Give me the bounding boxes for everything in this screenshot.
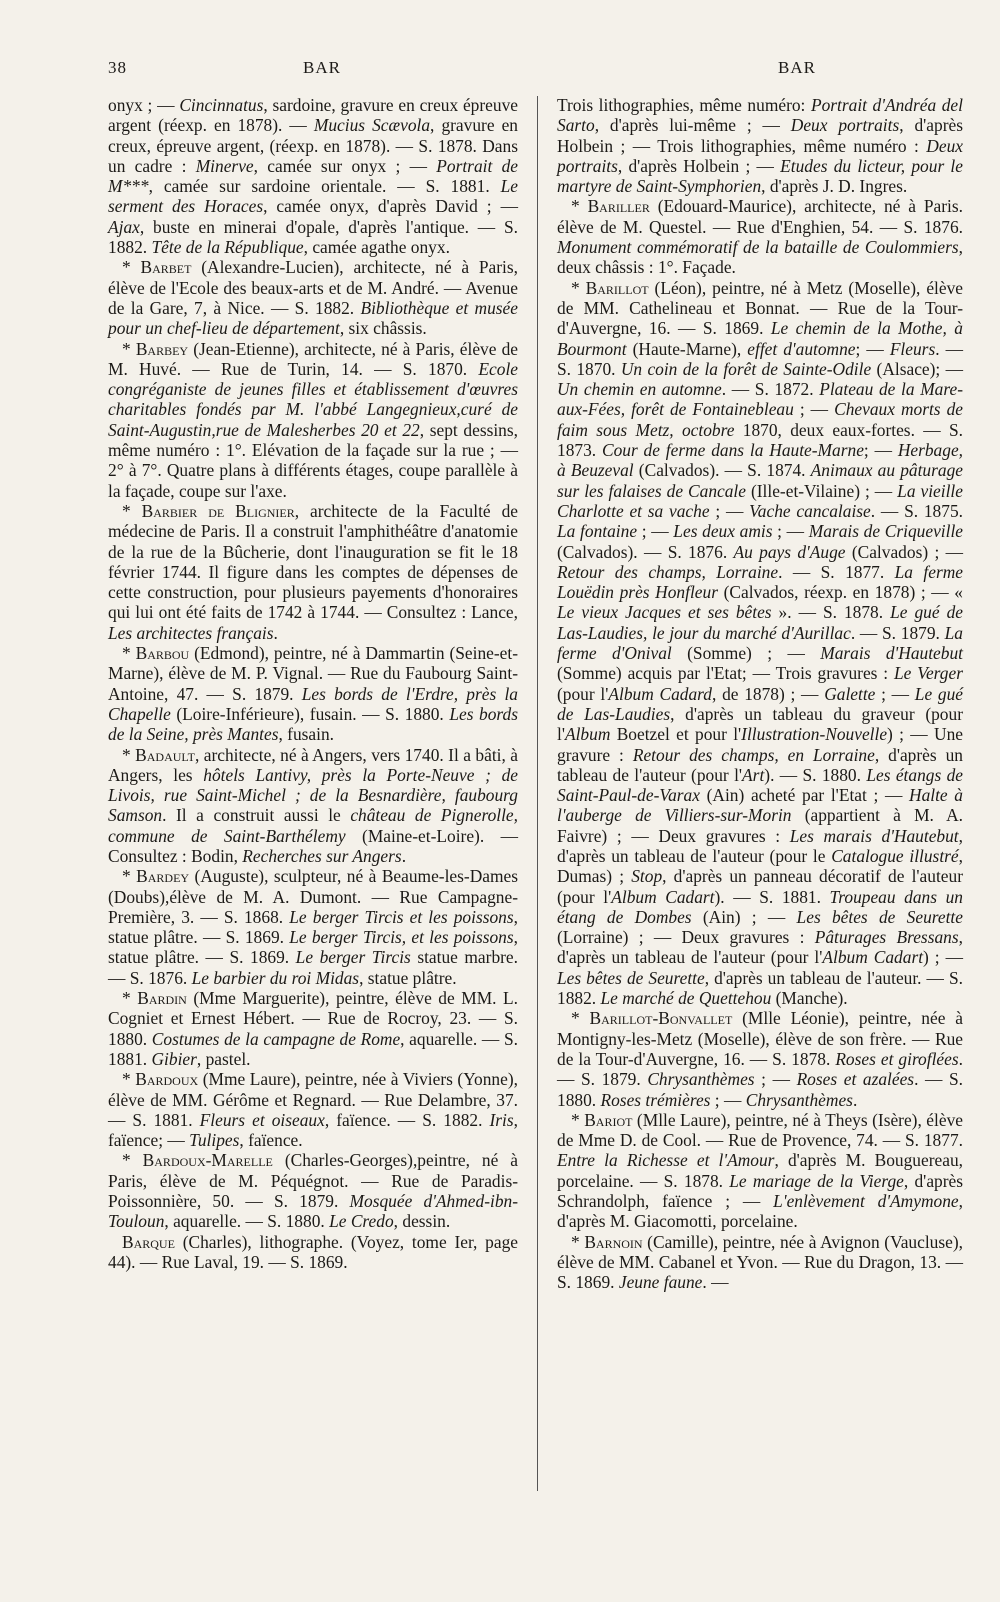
work-title: Les étangs de Saint-Paul-de-Varax [557,764,963,806]
work-title: Les architectes français [108,622,274,643]
entry-text: ). — S. 1881. [714,886,830,907]
work-title: Animaux au pâturage sur les falaises de Cancale [557,460,964,501]
entry-text: , camée sur sardoine orientale. — S. 1881. [148,176,501,197]
work-title: La fontaine [557,521,638,542]
entry-text: , statue plâtre. — S. 1869. [108,906,518,948]
entry-text: * [122,866,137,887]
entry-text: ) ; — [923,947,963,968]
work-title: Album Cadard [608,683,712,704]
column-divider [537,96,538,1491]
work-title: Deux portraits [790,115,900,136]
entry-text: * [122,500,142,521]
entry-text: , d'après un panneau décoratif de l'auteur (pour l' [557,866,963,907]
entry-text: ». — S. 1878. [771,602,891,623]
work-title: Fleurs [889,338,936,359]
entry-text: , camée onyx, d'après David ; — [263,196,518,217]
entry-text: ) ; — Une gravure : [557,724,963,765]
work-title: Iris [489,1109,514,1130]
entry-text: (Ain) acheté par l'Etat ; — [699,785,910,806]
work-title: Les bords de la Seine, près Mantes [108,703,518,745]
entry-paragraph [108,501,518,643]
work-title: Troupeau dans un étang de Dombes [557,886,963,927]
work-title: La ferme Louëdin près Honfleur [557,561,964,603]
entry-paragraph [557,1232,963,1293]
entry-text: , aquarelle. — S. 1881. [108,1028,518,1069]
entry-text: (Mme Marguerite), peintre, élève de MM. L. Cogniet et Ernest Hébert. — Rue de Rocroy, 23. — S. 1880. [108,988,518,1049]
entry-text: * [571,1008,590,1029]
entry-text: . [401,845,407,866]
work-title: Le berger Tircis [295,947,411,968]
work-title: Les deux amis [673,521,773,542]
entry-text: (Calvados). — S. 1874. [633,460,811,481]
work-title: Le Credo [329,1211,394,1232]
entry-text: 1870, deux eaux-fortes. — S. 1873. [557,419,963,461]
entry-text: , camée agathe onyx. [303,237,450,258]
entry-text: (pour l' [557,683,609,704]
entry-text: ; — [793,399,835,420]
work-title: Chrysanthèmes [647,1069,755,1090]
work-title: Roses trémières [600,1089,711,1110]
entry-text: * [122,1150,143,1171]
entry-text: * [571,196,588,217]
work-title: Plateau de la Mare-aux-Fées, forêt de Fontainebleau [557,379,964,420]
entry-text: * [122,257,141,278]
work-title: Vache cancalaise [749,500,871,521]
work-title: Un coin de la forêt de Sainte-Odile [620,358,872,379]
work-title: Deux portraits [557,135,963,176]
work-title: Catalogue illustré [831,845,959,866]
work-title: Ajax [108,216,140,237]
work-title: Mosquée d'Ahmed-ibn-Touloun [108,1191,519,1232]
entry-text: (Calvados). — S. 1876. [557,541,734,562]
entry-text: ; — [754,1069,797,1090]
entry-paragraph [108,339,518,501]
entry-text: , buste en minerai d'opale, d'après l'antique. — S. 1882. [108,216,518,258]
work-title: Le vieux Jacques et ses bêtes [557,602,772,623]
entry-text: (Loire-Inférieure), fusain. — S. 1880. [170,703,450,724]
work-title: Pâturages Bressans [814,927,959,948]
work-title: Cour de ferme dans la Haute-Marne [601,440,864,461]
entry-text: , faïence. [239,1130,303,1151]
work-title: Gibier [151,1048,197,1069]
entry-text: , gravure en creux, épreuve argent, (réexp. en 1878). — S. 1878. Dans un cadre : [108,115,519,176]
work-title: Fleurs et oiseaux [199,1109,325,1130]
entry-text: * [122,643,136,664]
entry-text: . — S. 1877. [778,561,895,582]
work-title: Halte à l'auberge de Villiers-sur-Morin [557,785,963,826]
work-title: Jeune faune [618,1272,703,1293]
work-title: Les bords de l'Erdre, près la Chapelle [108,683,518,724]
entry-text: (Calvados) ; — [845,541,963,562]
entry-paragraph [108,1150,518,1231]
entry-paragraph [108,1232,518,1273]
entry-text: . [273,622,278,643]
entry-text: Trois lithographies, même numéro: [557,95,811,115]
entry-text: . — S. 1872. [721,379,820,400]
entry-text: (Somme) acquis par l'Etat; — Trois gravures : [557,663,894,684]
entry-text: (Charles-Georges),peintre, né à Paris, élève de M. Péquégnot. — Rue de Paradis-Poissonnière, 50. — S. 1879. [108,1150,518,1212]
entry-text: . — [702,1272,729,1293]
entry-text: , d'après un tableau de l'auteur (pour le [557,825,963,866]
work-title: Galette [824,683,876,704]
entry-name: Barbier de Blignier [141,500,295,521]
entry-text: (Mlle Léonie), peintre, née à Montigny-les-Metz (Moselle), élève de son frère. — Rue de la Tour-d'Auvergne, 16. — S. 1878. [557,1008,963,1069]
work-title: Les bêtes de Seurette [796,906,963,927]
entry-text: , d'après lui-même ; — [594,115,791,136]
entry-text: ). — S. 1880. [764,764,867,785]
work-title: château de Pignerolle, commune de Saint-Barthélemy [108,805,518,846]
entry-text: ; — [863,440,898,461]
entry-paragraph [108,866,518,988]
entry-name: Barnoin [584,1231,643,1252]
entry-text: . — S. 1870. [557,338,963,379]
entry-text: , pastel. [196,1048,251,1069]
entry-paragraph [108,257,518,338]
entry-name: Barbou [135,643,190,664]
entry-text: , statue plâtre. — S. 1869. [108,927,519,968]
entry-text: , d'après J. D. Ingres. [761,176,908,197]
right-column [557,95,963,1293]
entry-text: (Mlle Laure), peintre, né à Theys (Isère), élève de Mme D. de Cool. — Rue de Provence, 74. — S. 1877. [557,1109,963,1151]
entry-text: , six châssis. [339,318,427,339]
entry-text: ; — [709,500,750,521]
entry-text: . — S. 1880. [557,1069,964,1110]
entry-text: * [122,338,136,359]
work-title: effet d'automne [747,338,856,359]
entry-text: , d'après un tableau de l'auteur. — S. 1882. [557,967,963,1009]
work-title: Le serment des Horaces [108,176,518,217]
work-title: Marais de Criqueville [808,521,963,542]
work-title: Stop [631,866,663,887]
work-title: Entre la Richesse et l'Amour [557,1150,775,1171]
work-title: Ecole congréganiste de jeunes filles et établissement d'œuvres charitables fondés par M. l'abbé Langegnieux,curé de Saint-Augustin,rue de Malesherbes 20 et 22 [108,358,518,440]
entry-text: * [571,277,586,298]
work-title: Illustration-Nouvelle [741,724,888,745]
entry-text: (Alexandre-Lucien), architecte, né à Paris, élève de l'Ecole des beaux-arts et de M. André. — Avenue de la Gare, 7, à Nice. — S. 1882. [108,257,519,318]
entry-name: Barillot-Bonvallet [589,1008,733,1029]
entry-paragraph [557,1110,963,1232]
work-title: Bibliothèque et musée pour un chef-lieu de département [108,297,518,339]
work-title: Mucius Scævola [313,115,431,136]
entry-text: (Auguste), sculpteur, né à Beaume-les-Dames (Doubs),élève de M. A. Dumont. — Rue Campagne-Première, 3. — S. 1868. [108,866,518,927]
entry-text: , d'après Schrandolph, faïence ; — [557,1170,964,1212]
entry-name: Bardin [137,988,187,1009]
entry-text: , d'après un tableau de l'auteur (pour l' [557,744,963,785]
entry-text: ; — [710,1089,746,1110]
entry-text: ; — [772,521,809,542]
work-title: Le mariage de la Vierge [729,1170,904,1191]
entry-text: (Mme Laure), peintre, née à Viviers (Yonne), élève de MM. Gérôme et Regnard. — Rue Delambre, 37. — S. 1881. [108,1069,518,1130]
work-title: Etudes du licteur, pour le martyre de Saint-Symphorien [557,155,963,197]
work-title: L'enlèvement d'Amymone [773,1191,959,1212]
entry-paragraph [108,988,518,1069]
entry-name: Bardey [136,866,190,887]
work-title: Marais d'Hautebut [820,643,963,664]
entry-text: , d'après Holbein ; — [617,155,781,176]
entry-text: (Calvados, réexp. en 1878) ; — « [717,582,963,603]
work-title: Les bêtes de Seurette [557,967,705,988]
work-title: Le berger Tircis et les poissons [289,906,514,927]
entry-text: , sardoine, gravure en creux épreuve argent (réexp. en 1878). — [108,95,518,136]
entry-text: (Somme) ; — [671,643,821,664]
entry-text: . — S. 1875. [870,500,963,521]
work-title: Tulipes [189,1130,240,1151]
left-running-title: BAR [303,58,341,77]
work-title: Art [742,764,765,785]
work-title: Le gué de Las-Laudies, le jour du marché d'Aurillac [557,602,963,643]
entry-paragraph [108,95,518,257]
entry-text: , deux châssis : 1°. Façade. [557,237,963,278]
work-title: Album [564,724,611,745]
entry-name: Badault [135,744,195,765]
entry-text: . Il a construit aussi le [162,805,351,826]
entry-text: . — S. 1879. [557,1048,963,1090]
entry-text: (Haute-Marne), [626,338,748,359]
entry-name: Bariller [587,196,650,217]
entry-text: * [571,1231,585,1252]
entry-text: , statue plâtre. [359,967,457,988]
entry-text: Boetzel et pour l' [610,724,742,745]
work-title: Le marché de Quettehou [600,988,772,1009]
entry-text: , de 1878) ; — [712,683,825,704]
running-header [108,58,970,88]
work-title: Le chemin de la Mothe, à Bourmont [557,318,963,359]
entry-text: , fusain. [278,724,335,745]
entry-text: ; — [637,521,674,542]
entry-name: Barbet [140,257,192,278]
entry-text: , Dumas) ; [557,845,963,887]
entry-text: (Camille), peintre, née à Avignon (Vaucluse), élève de MM. Cabanel et Yvon. — Rue du Dragon, 13. — S. 1869. [557,1231,963,1293]
entry-paragraph [557,95,963,196]
entry-text: (Ain) ; — [691,906,797,927]
entry-text: (Edouard-Maurice), architecte, né à Paris. élève de M. Questel. — Rue d'Enghien, 54. — S. 1876. [557,196,963,237]
work-title: Album Cadart [822,947,924,968]
entry-text: (Jean-Etienne), architecte, né à Paris, élève de M. Huvé. — Rue de Turin, 14. — S. 1870. [108,338,519,379]
entry-text: , faïence; — [108,1109,519,1151]
work-title: Costumes de la campagne de Rome [151,1028,401,1049]
work-title: Monument commémoratif de la bataille de Coulommiers [557,237,959,258]
work-title: Le Verger [894,663,963,684]
work-title: Un chemin en automne [557,379,722,400]
work-title: Roses et giroflées [835,1048,959,1069]
right-running-title: BAR [778,58,816,77]
entry-text: , architecte, né à Angers, vers 1740. Il a bâti, à Angers, les [108,744,518,785]
entry-paragraph [108,643,518,744]
entry-text: ; — [875,683,915,704]
left-column [108,95,518,1272]
work-title: Les marais d'Hautebut [789,825,959,846]
work-title: Le barbier du roi Midas [191,967,360,988]
work-title: La vieille Charlotte et sa vache [557,480,963,521]
entry-text: , d'après Holbein ; — Trois lithographies, même numéro : [557,115,963,156]
entry-name: Bardoux [135,1069,199,1090]
entry-text: * [122,1069,136,1090]
entry-text: . [852,1089,858,1110]
entry-paragraph [108,1069,518,1150]
work-title: Chevaux morts de faim sous Metz, octobre [557,399,964,440]
work-title: Album Cadart [611,886,715,907]
entry-name: Barillot [585,277,649,298]
entry-paragraph [557,278,963,1009]
entry-text: * [122,744,136,765]
entry-text: , aquarelle. — S. 1880. [164,1211,330,1232]
entry-text: (Lorraine) ; — Deux gravures : [557,927,815,948]
work-title: Herbage, à Beuzeval [557,440,964,481]
entry-text: . — S. 1879. [850,622,945,643]
entry-paragraph [557,1008,963,1109]
entry-text: , faïence. — S. 1882. [324,1109,490,1130]
work-title: Retour des champs, en Lorraine [632,744,875,765]
work-title: Recherches sur Angers [242,845,402,866]
work-title: La ferme d'Onival [557,622,963,664]
entry-text: , d'après M. Giacomotti, porcelaine. [557,1191,963,1232]
entry-text: , d'après un tableau de l'auteur (pour l' [557,927,963,968]
entry-text: * [571,1109,585,1130]
entry-text: , camée sur onyx ; — [253,155,437,176]
entry-paragraph [557,196,963,277]
work-title: Tête de la République [151,237,304,258]
entry-paragraph [108,745,518,867]
work-title: Portrait d'Andréa del Sarto [557,95,963,136]
work-title: Minerve [195,155,254,176]
entry-name: Bariot [584,1109,633,1130]
entry-text: statue marbre. — S. 1876. [108,947,518,988]
entry-text: , d'après M. Bouguereau, porcelaine. — S. 1878. [557,1150,963,1191]
entry-text: , dessin. [393,1211,451,1232]
work-title: hôtels Lantivy, près la Porte-Neuve ; de Livois, rue Saint-Michel ; de la Besnardière, faubourg Samson [108,764,518,826]
entry-name: Bardoux-Marelle [142,1150,273,1171]
work-title: Chrysanthèmes [745,1089,853,1110]
entry-text: (appartient à M. A. Faivre) ; — Deux gravures : [557,805,964,846]
entry-text: onyx ; — [108,95,180,115]
entry-text: (Alsace); — [871,358,963,379]
entry-text: , architecte de la Faculté de médecine de Paris. Il a construit l'amphithéâtre d'anatomie de la rue de la Bûcherie, dont l'inauguration se fit le 18 février 1744. Il figure dans les comptes de dépenses de cette construction, pour plusieurs payements d'honoraires qui lui ont été faits de 1742 à 1744. — Consultez : Lance, [108,500,518,623]
work-title: Retour des champs, Lorraine [557,561,779,582]
work-title: Cincinnatus [179,95,264,115]
entry-text: , sept dessins, même numéro : 1°. Elévation de la façade sur la rue ; — 2° à 7°. Quatre plans à différents étages, coupe parallèle à la façade, coupe sur l'axe. [108,419,518,501]
page-number: 38 [108,58,127,77]
entry-name: Barque [122,1231,175,1252]
entry-text: (Ille-et-Vilaine) ; — [745,480,898,501]
entry-text: (Maine-et-Loire). — Consultez : Bodin, [108,825,518,866]
work-title: Le berger Tircis, et les poissons [289,927,514,948]
work-title: Le gué de Las-Laudies [557,683,964,724]
entry-text: , d'après un tableau du graveur (pour l' [557,703,963,745]
entry-text: * [122,988,138,1009]
entry-text: (Edmond), peintre, né à Dammartin (Seine-et-Marne), élève de M. P. Vignal. — Rue du Faubourg Saint-Antoine, 47. — S. 1879. [108,643,518,704]
entry-text: (Charles), lithographe. (Voyez, tome Ier, page 44). — Rue Laval, 19. — S. 1869. [108,1231,518,1272]
entry-text: (Léon), peintre, né à Metz (Moselle), élève de MM. Cathelineau et Bonnat. — Rue de la Tour-d'Auvergne, 16. — S. 1869. [557,277,964,339]
entry-name: Barbey [135,338,189,359]
work-title: Au pays d'Auge [733,541,846,562]
work-title: Portrait de M*** [108,155,518,197]
entry-text: (Manche). [771,988,848,1009]
entry-text: ; — [855,338,890,359]
work-title: Roses et azalées [796,1069,915,1090]
